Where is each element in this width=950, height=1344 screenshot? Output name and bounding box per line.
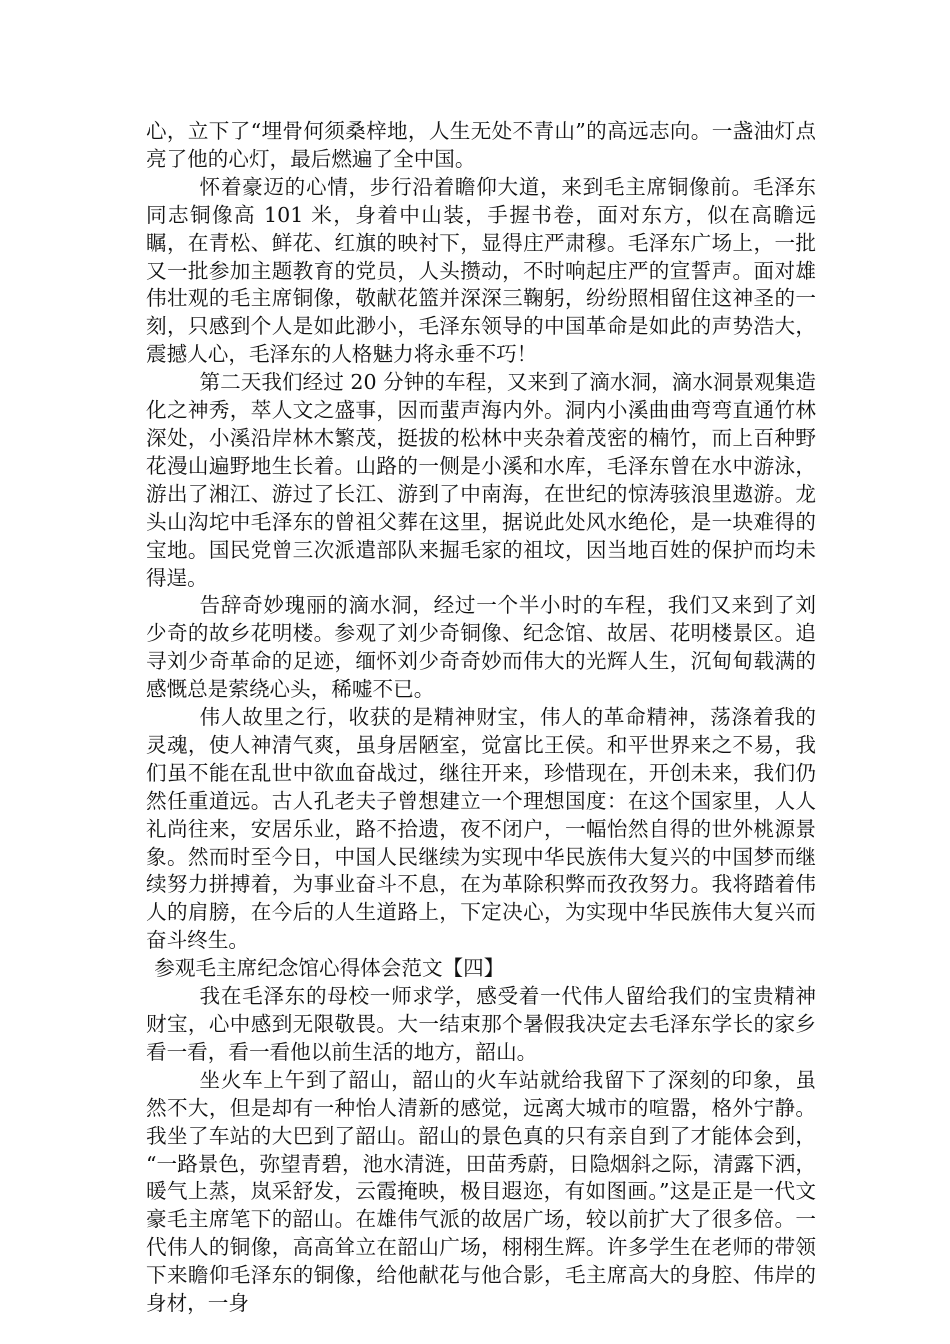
paragraph: 告辞奇妙瑰丽的滴水洞，经过一个半小时的车程，我们又来到了刘少奇的故乡花明楼。参观了刘少奇铜像、纪念馆、故居、花明楼景区。追寻刘少奇革命的足迹，缅怀刘少奇奇妙而伟大的光辉人生，沉甸甸载满的感慨总是萦绕心头，稀嘘不已。 bbox=[146, 593, 816, 702]
paragraph: 第二天我们经过 20 分钟的车程，又来到了滴水洞，滴水洞景观集造化之神秀，萃人文之盛事，因而蜚声海内外。洞内小溪曲曲弯弯直通竹林深处，小溪沿岸林木繁茂，挺拔的松林中夹杂着茂密的楠竹，而上百种野花漫山遍野地生长着。山路的一侧是小溪和水库，毛泽东曾在水中游泳，游出了湘江、游过了长江、游到了中南海，在世纪的惊涛骇浪里遨游。龙头山沟坨中毛泽东的曾祖父葬在这里，据说此处风水绝伦，是一块难得的宝地。国民党曾三次派遣部队来掘毛家的祖坟，因当地百姓的保护而均未得逞。 bbox=[146, 370, 816, 590]
paragraph: 怀着豪迈的心情，步行沿着瞻仰大道，来到毛主席铜像前。毛泽东同志铜像高 101 米，身着中山装，手握书卷，面对东方，似在高瞻远瞩，在青松、鲜花、红旗的映衬下，显得庄严肃穆。毛泽东广场上，一批又一批参加主题教育的党员，人头攒动，不时响起庄严的宣誓声。面对雄伟壮观的毛主席铜像，敬献花篮并深深三鞠躬，纷纷照相留住这神圣的一刻，只感到个人是如此渺小，毛泽东领导的中国革命是如此的声势浩大，震撼人心，毛泽东的人格魅力将永垂不巧！ bbox=[146, 174, 816, 367]
document-body bbox=[146, 118, 816, 1318]
paragraph: 伟人故里之行，收获的是精神财宝，伟人的革命精神，荡涤着我的灵魂，使人神清气爽，虽身居陋室，觉富比王侯。和平世界来之不易，我们虽不能在乱世中欲血奋战过，继往开来，珍惜现在，开创未来，我们仍然任重道远。古人孔老夫子曾想建立一个理想国度：在这个国家里，人人礼尚往来，安居乐业，路不拾遗，夜不闭户，一幅怡然自得的世外桃源景象。然而时至今日，中国人民继续为实现中华民族伟大复兴的中国梦而继续努力拼搏着，为事业奋斗不息，在为革除积弊而孜孜努力。我将踏着伟人的肩膀，在今后的人生道路上，下定决心，为实现中华民族伟大复兴而奋斗终生。 bbox=[146, 705, 816, 953]
paragraph: 我在毛泽东的母校一师求学，感受着一代伟人留给我们的宝贵精神财宝，心中感到无限敬畏。大一结束那个暑假我决定去毛泽东学长的家乡看一看，看一看他以前生活的地方，韶山。 bbox=[146, 984, 816, 1064]
section-heading: 参观毛主席纪念馆心得体会范文【四】 bbox=[154, 956, 505, 981]
paragraph: 坐火车上午到了韶山，韶山的火车站就给我留下了深刻的印象，虽然不大，但是却有一种怡人清新的感觉，远离大城市的喧嚣，格外宁静。我坐了车站的大巴到了韶山。韶山的景色真的只有亲自到了才能体会到， “一路景色，弥望青碧，池水清涟，田苗秀蔚，日隐烟斜之际，清露下洒，暖气上蒸，岚采舒发，云霞掩映，极目遐迩，有如图画。”这是正是一代文豪毛主席笔下的韶山。在雄伟气派的故居广场，较以前扩大了很多倍。一代伟人的铜像，高高耸立在韶山广场，栩栩生辉。许多学生在老师的带领下来瞻仰毛泽东的铜像，给他献花与他合影，毛主席高大的身腔、伟岸的身材，一身 bbox=[146, 1067, 816, 1316]
paragraph: 心，立下了“埋骨何须桑梓地，人生无处不青山”的高远志向。一盏油灯点亮了他的心灯，最后燃遍了全中国。 bbox=[146, 119, 816, 171]
